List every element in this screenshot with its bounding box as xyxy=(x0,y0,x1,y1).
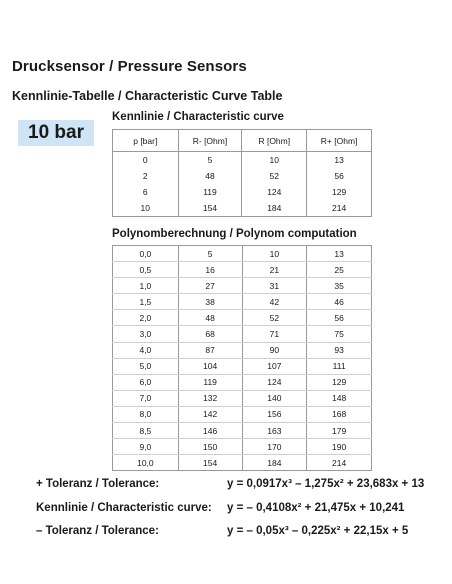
table-cell: 156 xyxy=(242,406,307,422)
table-cell: 90 xyxy=(242,342,307,358)
table-cell: 129 xyxy=(307,374,372,390)
table-cell: 4,0 xyxy=(113,342,179,358)
table-cell: 3,0 xyxy=(113,326,179,342)
table-cell: 154 xyxy=(178,455,242,471)
table-cell: 190 xyxy=(307,439,372,455)
table-row xyxy=(113,374,372,390)
table-cell: 10 xyxy=(242,152,307,169)
table-cell: 52 xyxy=(242,310,307,326)
page-subtitle: Kennlinie-Tabelle / Characteristic Curve Table xyxy=(12,89,283,103)
table-cell: 214 xyxy=(307,455,372,471)
table-cell: 48 xyxy=(178,310,242,326)
formula-label: + Toleranz / Tolerance: xyxy=(36,478,160,490)
table-cell: 38 xyxy=(178,294,242,310)
table-cell: 16 xyxy=(178,262,242,278)
column-header-r-minus: R- [Ohm] xyxy=(178,130,242,152)
page-title: Drucksensor / Pressure Sensors xyxy=(12,58,247,75)
table-cell: 68 xyxy=(178,326,242,342)
table-cell: 9,0 xyxy=(113,439,179,455)
characteristic-curve-table xyxy=(112,129,372,217)
table-cell: 8,0 xyxy=(113,406,179,422)
table-cell: 146 xyxy=(178,423,242,439)
formula-expression: y = 0,0917x³ – 1,275x² + 23,683x + 13 xyxy=(227,478,425,490)
table-cell: 107 xyxy=(242,358,307,374)
table-row xyxy=(113,246,372,262)
column-header-pressure: p [bar] xyxy=(113,130,179,152)
table-cell: 6,0 xyxy=(113,374,179,390)
characteristic-curve-heading: Kennlinie / Characteristic curve xyxy=(112,111,284,123)
polynom-computation-heading: Polynomberechnung / Polynom computation xyxy=(112,228,357,240)
table-row xyxy=(113,184,372,200)
table-row xyxy=(113,439,372,455)
table-cell: 0 xyxy=(113,152,179,169)
table-cell: 46 xyxy=(307,294,372,310)
table-row xyxy=(113,168,372,184)
formula-label: Kennlinie / Characteristic curve: xyxy=(36,501,212,514)
table-cell: 104 xyxy=(178,358,242,374)
table-row xyxy=(113,310,372,326)
formula-label: – Toleranz / Tolerance: xyxy=(36,525,159,537)
table-row xyxy=(113,262,372,278)
table-cell: 31 xyxy=(242,278,307,294)
table-cell: 13 xyxy=(307,246,372,262)
table-cell: 170 xyxy=(242,439,307,455)
table-row xyxy=(113,423,372,439)
table-cell: 142 xyxy=(178,406,242,422)
table-cell: 56 xyxy=(307,168,372,184)
table-row xyxy=(113,200,372,217)
table-cell: 25 xyxy=(307,262,372,278)
table-cell: 56 xyxy=(307,310,372,326)
table-cell: 2 xyxy=(113,168,179,184)
table-cell: 10,0 xyxy=(113,455,179,471)
formula-row xyxy=(36,478,424,502)
table-row xyxy=(113,342,372,358)
table-cell: 163 xyxy=(242,423,307,439)
table-cell: 75 xyxy=(307,326,372,342)
table-cell: 132 xyxy=(178,390,242,406)
table-cell: 184 xyxy=(242,455,307,471)
table-cell: 0,5 xyxy=(113,262,179,278)
table-cell: 27 xyxy=(178,278,242,294)
table-cell: 87 xyxy=(178,342,242,358)
table-row xyxy=(113,278,372,294)
polynom-computation-table xyxy=(112,245,372,471)
table-row xyxy=(113,406,372,422)
table-cell: 214 xyxy=(307,200,372,217)
table-cell: 21 xyxy=(242,262,307,278)
table-cell: 184 xyxy=(242,200,307,217)
table-cell: 119 xyxy=(178,374,242,390)
table-cell: 13 xyxy=(307,152,372,169)
table-cell: 2,0 xyxy=(113,310,179,326)
table-cell: 8,5 xyxy=(113,423,179,439)
table-cell: 52 xyxy=(242,168,307,184)
table-row xyxy=(113,358,372,374)
table-cell: 168 xyxy=(307,406,372,422)
table-row xyxy=(113,455,372,471)
table-cell: 48 xyxy=(178,168,242,184)
formula-expression: y = – 0,4108x² + 21,475x + 10,241 xyxy=(227,501,405,514)
table-cell: 140 xyxy=(242,390,307,406)
table-cell: 6 xyxy=(113,184,179,200)
table-cell: 119 xyxy=(178,184,242,200)
table-cell: 124 xyxy=(242,184,307,200)
table-row xyxy=(113,326,372,342)
table-cell: 7,0 xyxy=(113,390,179,406)
table-cell: 5,0 xyxy=(113,358,179,374)
table-cell: 150 xyxy=(178,439,242,455)
table-row xyxy=(113,390,372,406)
table-cell: 10 xyxy=(242,246,307,262)
table-cell: 0,0 xyxy=(113,246,179,262)
table-cell: 1,5 xyxy=(113,294,179,310)
table-cell: 5 xyxy=(178,246,242,262)
table-cell: 129 xyxy=(307,184,372,200)
table-cell: 71 xyxy=(242,326,307,342)
table-cell: 42 xyxy=(242,294,307,310)
pressure-range-badge: 10 bar xyxy=(18,120,94,146)
table-cell: 148 xyxy=(307,390,372,406)
table-header-row xyxy=(113,130,372,152)
table-cell: 35 xyxy=(307,278,372,294)
table-cell: 124 xyxy=(242,374,307,390)
formula-row xyxy=(36,525,424,549)
table-cell: 154 xyxy=(178,200,242,217)
table-cell: 5 xyxy=(178,152,242,169)
table-cell: 10 xyxy=(113,200,179,217)
formula-expression: y = – 0,05x³ – 0,225x² + 22,15x + 5 xyxy=(227,525,409,537)
table-cell: 93 xyxy=(307,342,372,358)
table-row xyxy=(113,294,372,310)
table-row xyxy=(113,152,372,169)
table-cell: 1,0 xyxy=(113,278,179,294)
table-cell: 111 xyxy=(307,358,372,374)
table-cell: 179 xyxy=(307,423,372,439)
column-header-r-plus: R+ [Ohm] xyxy=(307,130,372,152)
column-header-r: R [Ohm] xyxy=(242,130,307,152)
formula-list xyxy=(36,478,424,549)
formula-row xyxy=(36,502,424,526)
